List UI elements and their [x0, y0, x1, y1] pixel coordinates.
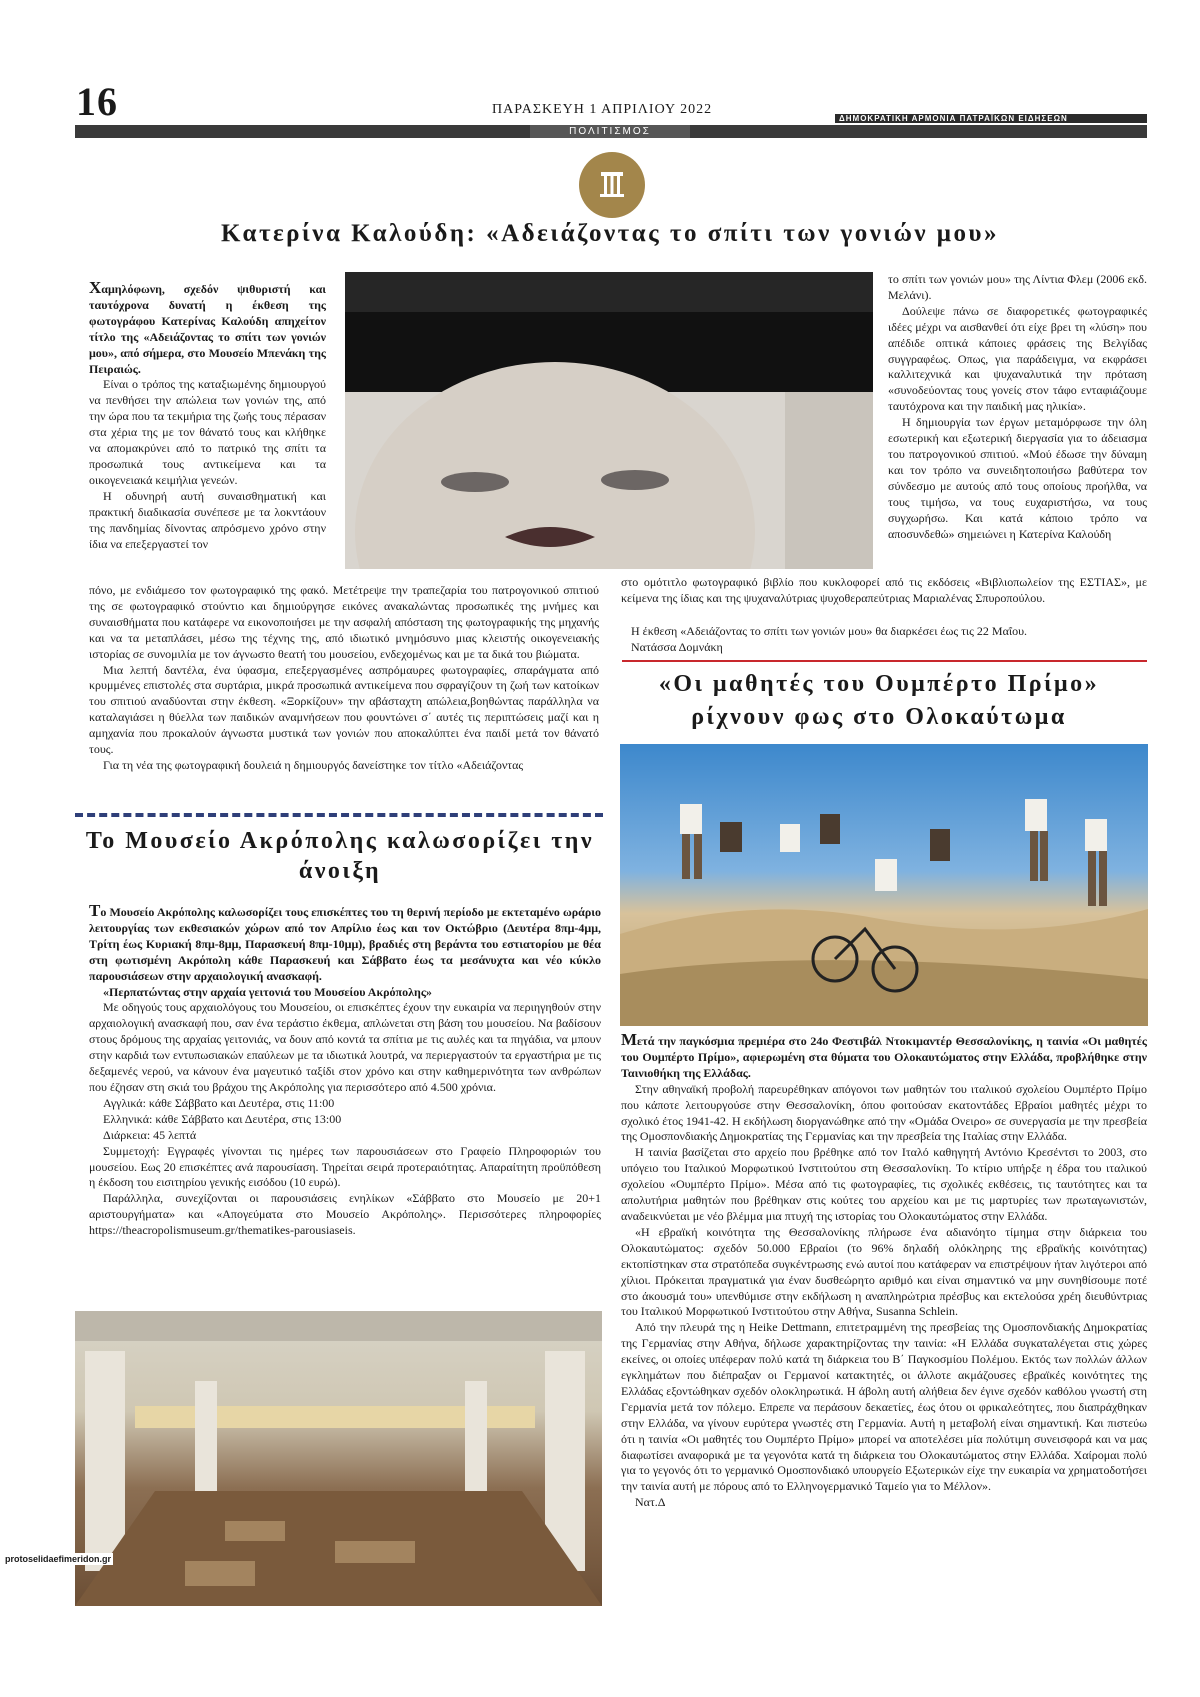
headline-acropolis-museum: Το Μουσείο Ακρόπολης καλωσορίζει την άνοιξη [85, 828, 595, 884]
headline-line: «Οι μαθητές του Ουμπέρτο Πρίμο» [658, 671, 1100, 697]
page-number: 16 [76, 79, 118, 124]
paragraph: Στην αθηναϊκή προβολή παρευρέθηκαν απόγονοι των μαθητών του ιταλικού σχολείου Ουμπέρτο Πρίμο που κάποτε λειτουργούσε στην Θεσσαλονίκη, όπου φοιτούσαν εκατοντάδες Εβραίοι μαθητές μέχρι το σχολικό έτος 1941-42. Η εκδήλωση διοργανώθηκε από την «Ομάδα Ονειρο» σε συνεργασία με την πρεσβεία της Ομοσπονδιακής Δημοκρατίας της Γερμανίας και την πρεσβεία της Ιταλίας στην Ελλάδα. [621, 1081, 1147, 1144]
schedule-line: Ελληνικά: κάθε Σάββατο και Δευτέρα, στις 13:00 [103, 1111, 342, 1126]
paragraph: στο ομότιτλο φωτογραφικό βιβλίο που κυκλοφορεί από τις εκδόσεις «Βιβλιοπωλείον της ΕΣΤΙΑΣ», με κείμενα της ίδιας και της ψυχαναλύτριας ψυχοθεραπεύτριας Μαριαλένας Σπυροπούλου. [621, 575, 1147, 605]
headline-line: ρίχνουν φως στο Ολοκαύτωμα [691, 704, 1067, 730]
portrait-photo [345, 272, 873, 569]
schedule-line: Αγγλικά: κάθε Σάββατο και Δευτέρα, στις 11:00 [103, 1095, 335, 1110]
article-kaloudi-continuation [621, 575, 1147, 607]
paragraph: το σπίτι των γονιών μου» της Λίντια Φλεμ (2006 εκδ. Μελάνι). [888, 272, 1147, 302]
divider-dashed [75, 813, 603, 817]
article-kaloudi-column-right [888, 272, 1147, 542]
paragraph: «Η εβραϊκή κοινότητα της Θεσσαλονίκης πλήρωσε ένα αδιανόητο τίμημα στην διάρκεια του Ολοκαυτώματος: σχεδόν 50.000 Εβραίοι (το 96% δηλαδή ολόκληρης της εβραϊκής κοινότητας) εκτοπίστηκαν στα στρατόπεδα συγκέντρωσης ενώ αυτοί που κατάφεραν να επιστρέψουν ήταν λιγότεροι από χίλιοι. Πρόκειται πραγματικά για έναν δυσθεώρητο αριθμό και είναι σημαντικό να μην συνηθίσουμε ποτέ στο άκουσμά του» υπενθύμισε στην εκδήλωση η αναπληρώτρια πρέσβυς και εκτελούσα χρέη διευθύντριας του Ιταλικού Μορφωτικού Ινστιτούτου στην Αθήνα, Susanna Schlein. [621, 1224, 1147, 1319]
paragraph: πόνο, με ενδιάμεσο τον φωτογραφικό της φακό. Μετέτρεψε την τραπεζαρία του πατρογονικού σπιτιού της σε φωτογραφικό στούντιο και δημιούργησε εικόνες ανακαλώντας προσωπικές της μνήμες και συναισθήματα που κατάφερε να εικονοποιήσει με την ασφαλή απόσταση της φωτογραφικής της μηχανής και να τα μεταπλάσει, μέσω της τέχνης της, από ιδιωτικό μνημόσυνο μιας κλειστής οικογενειακής ιστορίας σε συνομιλία με τον άγνωστο θεατή του μουσείου, ενδεχομένως και με τα δικά του βιώματα. [89, 583, 599, 661]
paragraph: Η ταινία βασίζεται στο αρχείο που βρέθηκε από τον Ιταλό καθηγητή Αντόνιο Κρεσέντσι το 2003, στο υπόγειο του Ιταλικού Μορφωτικού Ινστιτούτου στη Θεσσαλονίκη. Το κτίριο υπήρξε η έδρα του ιταλικού σχολείου «Ουμπέρτο Πρίμο». Μέσα από τις φωτογραφίες, τις σχολικές εκθέσεις, τις ταυτότητες και τα απολυτήρια μαθητών που βρέθηκαν στις κούτες του αρχείου και με τις μαρτυρίες των πρωταγωνιστών, αναδεικνύεται με νέο βλέμμα μια πτυχή της ιστορίας του Ολοκαυτώματος στην Ελλάδα. [621, 1145, 1147, 1223]
newspaper-masthead [835, 114, 1147, 123]
headline-umberto-primo [620, 668, 1138, 734]
author-byline: Νατ.Δ [635, 1495, 666, 1510]
paragraph: Με οδηγούς τους αρχαιολόγους του Μουσείου, οι επισκέπτες έχουν την ευκαιρία να περιηγηθούν στην αρχαιολογική ανασκαφή που, σαν ένα τεράστιο έκθεμα, απλώνεται στη βάση του μουσείου. Να βαδίσουν στους δρόμους της αρχαίας γειτονιάς, να δουν από κοντά τα σπίτια με τις αυλές και τα πηγάδια, να μπουν στην καρδιά των εντυπωσιακών επαύλεων με τα ιδιωτικά λουτρά, να περιεργαστούν τα εργαστήρια με τις δεξαμενές νερού, να κάνουν ένα μαγευτικό ταξίδι στον χρόνο και στην καθημερινότητα των ανθρώπων που έζησαν στη σκιά του βράχου της Ακρόπολης για περισσότερο από 4.500 χρόνια. [89, 1000, 601, 1094]
dropcap: Χ [89, 278, 102, 297]
paragraph: Η δημιουργία των έργων μεταμόρφωσε την όλη εσωτερική και εξωτερική διεργασία για το άδειασμα του πατρογονικού σπιτιού. «Μού έδωσε την δύναμη και τον τρόπο να συνειδητοποιήσω βαθύτερα τον σύνδεσμο με αυτούς από τους οποίους προήλθα, να τους τιμήσω, να τους ευχαριστήσω, να τους συγχωρήσω. Και κατά κάποιο τρόπο να αποσυνδεθώ» σημειώνει η Κατερίνα Καλούδη [888, 415, 1147, 541]
section-label: ΠΟΛΙΤΙΣΜΟΣ [530, 125, 690, 138]
divider-red [622, 660, 1147, 662]
article-umberto-primo-body [621, 1032, 1147, 1511]
paragraph: Συμμετοχή: Εγγραφές γίνονται τις ημέρες των παρουσιάσεων στο Γραφείο Πληροφοριών του μουσείου. Εως 20 επισκέπτες ανά παρουσίαση. Τηρείται σειρά προτεραιότητας. Απαραίτητη προϋπόθεση η έκδοση του εισιτηρίου γενικής εισόδου (10 ευρώ). [89, 1143, 601, 1190]
author-byline: Νατάσσα Δομνάκη [631, 639, 723, 654]
source-watermark: protoselidaefimeridon.gr [5, 1554, 112, 1564]
article-kaloudi-ending [631, 624, 1147, 656]
lead-text: ετά την παγκόσμια πρεμιέρα στο 24ο Φεστιβάλ Ντοκιμαντέρ Θεσσαλονίκης, η ταινία «Οι μαθητές του Ουμπέρτο Πρίμο», αφιερωμένη στα θύματα του Ολοκαυτώματος στην Ελλάδα, προβλήθηκε στην Ταινιοθήκη της Ελλάδας. [621, 1034, 1147, 1080]
article-kaloudi-column-left [89, 280, 326, 552]
lead-text: αμηλόφωνη, σχεδόν ψιθυριστή και ταυτόχρονα δυνατή η έκθεση της φωτογράφου Κατερίνας Καλούδη απηχείτον τίτλο της «Αδειάζοντας το σπίτι των γονιών μου», από σήμερα, στο Μουσείο Μπενάκη της Πειραιώς. [89, 282, 326, 376]
paragraph: Μια λεπτή δαντέλα, ένα ύφασμα, επεξεργασμένες ασπρόμαυρες φωτογραφίες, σπαράγματα από κρυμμένες επιστολές στα συρτάρια, μικρά προσωπικά αντικείμενα που σφραγίζουν τη ζωή των κατοίκων του σπιτιού αναδύονται στην έκθεση. «Ξορκίζουν» την αβάσταχτη απώλεια,βοηθώντας παράλληλα να καταλαγιάσει η θύελλα των παιδικών αναμνήσεων που φουντώνει σ΄ αυτές τις περιπτώσεις μαζί και η αμηχανία που προκαλούν άγνωστα μυστικά των γονιών που αποκαλύπτει ένα παιδί μετά τον θάνατό τους. [89, 662, 599, 757]
article-acropolis-body [89, 903, 601, 1239]
acropolis-museum-photo [75, 1311, 602, 1606]
lead-text: ο Μουσείο Ακρόπολης καλωσορίζει τους επισκέπτες του τη θερινή περίοδο με εκτεταμένο ωράριο λειτουργίας των εκθεσιακών χώρων από τον Απρίλιο έως και τον Οκτώβριο (Δευτέρα 8πμ-4μμ, Τρίτη έως Κυριακή 8πμ-8μμ, Παρασκευή 8πμ-10μμ), βραδιές στη βεράντα του εστιατορίου με θέα στη φωτισμένη Ακρόπολη κάθε Παρασκευή και Σάββατο έως τα μεσάνυχτα και νέο κύκλο παρουσιάσεων στην αρχαιολογική ανασκαφή. [89, 905, 601, 983]
film-still-photo [620, 744, 1148, 1026]
headline-kaloudi: Κατερίνα Καλούδη: «Αδειάζοντας το σπίτι των γονιών μου» [221, 220, 999, 247]
article-kaloudi-column-wide [89, 583, 599, 774]
issue-date: ΠΑΡΑΣΚΕΥΗ 1 ΑΠΡΙΛΙΟΥ 2022 [492, 102, 713, 117]
column-icon [579, 152, 645, 218]
dropcap: Μ [621, 1030, 638, 1049]
paragraph: Για τη νέα της φωτογραφική δουλειά η δημιουργός δανείστηκε τον τίτλο «Αδειάζοντας [103, 757, 524, 772]
subheading: «Περπατώντας στην αρχαία γειτονιά του Μουσείου Ακρόπολης» [103, 984, 432, 999]
masthead-text: ΔΗΜΟΚΡΑΤΙΚΗ ΑΡΜΟΝΙΑ ΠΑΤΡΑΪΚΩΝ ΕΙΔΗΣΕΩΝ [839, 114, 1068, 123]
schedule-line: Διάρκεια: 45 λεπτά [103, 1127, 197, 1142]
dropcap: Τ [89, 901, 101, 920]
paragraph: Η έκθεση «Αδειάζοντας το σπίτι των γονιών μου» θα διαρκέσει έως τις 22 Μαΐου. [631, 624, 1028, 638]
paragraph: Από την πλευρά της η Heike Dettmann, επιτετραμμένη της πρεσβείας της Ομοσπονδιακής Δημοκρατίας της Γερμανίας στην Αθήνα, δήλωσε χαρακτηρίζοντας την ταινία: «Η Ελλάδα συγκαταλέγεται στις χώρες εκείνες, οι οποίες υπέφεραν πολύ κατά τη διάρκεια του Β΄ Παγκοσμίου Πολέμου. Εκτός των πολλών άλλων εγκλημάτων που διέπραξαν οι Γερμανοί κατακτητές, οι άλλοτε ακμάζουσες εβραϊκές κοινότητες της Ελλάδας εξοντώθηκαν σχεδόν ολοκληρωτικά. Η άβολη αυτή αλήθεια δεν έγινε σχεδόν καθόλου γνωστή στη Γερμανία μετά τον πόλεμο. Επρεπε να περάσουν δεκαετίες, έως ότου οι φρικαλεότητες, που διαπράχθηκαν στην Ελλάδα, να γίνουν ευρύτερα γνωστές στη Γερμανία. Αυτή η μεταβολή είναι σημαντική. Και πιστεύω ότι η ταινία «Οι μαθητές του Ουμπέρτο Πρίμο» μπορεί να αποτελέσει μία πολύτιμη συνεισφορά και να μας διαφωτίσει αναφορικά με τα γεγονότα κατά τη διάρκεια του Ολοκαυτώματος στην Ελλάδα. Χαίρομαι πολύ για το γεγονός ότι το γερμανικό Ομοσπονδιακό υπουργείο Εξωτερικών είχε την ευκαιρία να χρηματοδοτήσει την ταινία αυτή με πόρους από το Ελληνογερμανικό Ταμείο για το Μέλλον». [621, 1320, 1147, 1494]
paragraph: Η οδυνηρή αυτή συναισθηματική και πρακτική διαδικασία συνέπεσε με τα λοκντάουν της πανδημίας δίνοντας απρόσμενο χρόνο στην ίδια να επεξεργαστεί τον [89, 488, 326, 551]
paragraph: Δούλεψε πάνω σε διαφορετικές φωτογραφικές ιδέες μέχρι να αισθανθεί ότι είχε βρει τη «λύση» που απέδιδε οπτικά κάποιες φράσεις της Βελγίδας συγγραφέως. Οπως, για παράδειγμα, να εκφράσει καλλιτεχνικά και ψυχαναλυτικά την πρόταση «συνοδεύοντας τους γονείς στον τάφο ενταφιάζουμε ταυτόχρονα και την παιδική μας ηλικία». [888, 303, 1147, 414]
paragraph: Είναι ο τρόπος της καταξιωμένης δημιουργού να πενθήσει την απώλεια των γονιών της, από την ώρα που τα τεκμήρια της ζωής τους πέρασαν στα χέρια της με τον θάνατό τους και κλήθηκε να απομακρύνει από το πατρικό της σπίτι τα προσωπικά τους αντικείμενα και τα οικογενειακά κειμήλια γενεών. [89, 377, 326, 487]
paragraph: Παράλληλα, συνεχίζονται οι παρουσιάσεις ενηλίκων «Σάββατο στο Μουσείο με 20+1 αριστουργήματα» και «Απογεύματα στο Μουσείο Ακρόπολης». Περισσότερες πληροφορίες https://theacropolismuseum.gr/thematikes-parousiaseis. [89, 1191, 601, 1238]
